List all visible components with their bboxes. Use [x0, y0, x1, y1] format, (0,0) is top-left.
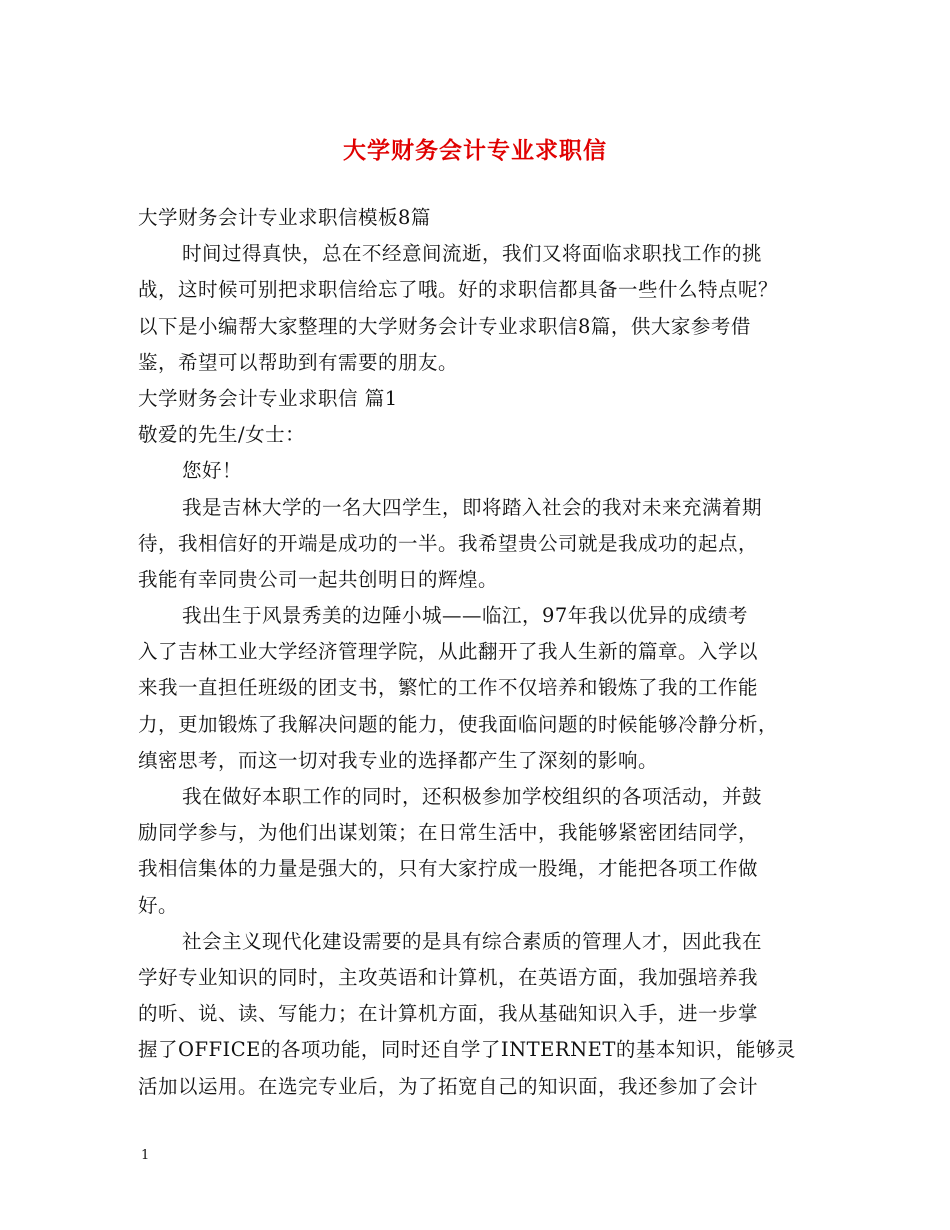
- body-line: 入了吉林工业大学经济管理学院，从此翻开了我人生新的篇章。入学以: [138, 640, 759, 664]
- page-title: 大学财务会计专业求职信: [343, 138, 607, 164]
- body-line: 待，我相信好的开端是成功的一半。我希望贵公司就是我成功的起点，: [138, 531, 759, 555]
- body-line: 的听、说、读、写能力；在计算机方面，我从基础知识入手，进一步掌: [138, 1002, 759, 1026]
- body-line: 我出生于风景秀美的边陲小城——临江，97年我以优异的成绩考: [182, 604, 748, 628]
- body-line: 来我一直担任班级的团支书，繁忙的工作不仅培养和锻炼了我的工作能: [138, 676, 759, 700]
- section-heading: 大学财务会计专业求职信 篇1: [138, 386, 398, 410]
- body-line: 以下是小编帮大家整理的大学财务会计专业求职信8篇，供大家参考借: [138, 314, 751, 338]
- body-line: 握了OFFICE的各项功能，同时还自学了INTERNET的基本知识，能够灵: [138, 1038, 796, 1062]
- page-number: 1: [141, 1148, 150, 1163]
- document-body: [138, 200, 828, 1105]
- body-line: 活加以运用。在选完专业后，为了拓宽自己的知识面，我还参加了会计: [138, 1074, 759, 1098]
- body-line: 我相信集体的力量是强大的，只有大家拧成一股绳，才能把各项工作做: [138, 857, 759, 881]
- body-line: 鉴，希望可以帮助到有需要的朋友。: [138, 350, 459, 374]
- body-line: 战，这时候可别把求职信给忘了哦。好的求职信都具备一些什么特点呢？: [138, 278, 779, 302]
- body-line: 我是吉林大学的一名大四学生，即将踏入社会的我对未来充满着期: [182, 495, 763, 519]
- body-line: 大学财务会计专业求职信模板8篇: [138, 206, 431, 229]
- body-line: 我在做好本职工作的同时，还积极参加学校组织的各项活动，并鼓: [182, 785, 763, 808]
- body-line: 社会主义现代化建设需要的是具有综合素质的管理人才，因此我在: [182, 929, 763, 953]
- body-line: 学好专业知识的同时，主攻英语和计算机，在英语方面，我加强培养我: [138, 965, 759, 989]
- body-line: 励同学参与，为他们出谋划策；在日常生活中，我能够紧密团结同学，: [138, 821, 759, 845]
- greeting: 您好！: [182, 459, 243, 483]
- body-line: 我能有幸同贵公司一起共创明日的辉煌。: [138, 567, 499, 591]
- body-line: 力，更加锻炼了我解决问题的能力，使我面临问题的时候能够冷静分析，: [138, 712, 779, 736]
- body-line: 缜密思考，而这一切对我专业的选择都产生了深刻的影响。: [138, 748, 659, 772]
- body-line: 好。: [138, 893, 179, 917]
- salutation: 敬爱的先生/女士：: [138, 423, 306, 447]
- body-line: 时间过得真快，总在不经意间流逝，我们又将面临求职找工作的挑: [182, 242, 763, 266]
